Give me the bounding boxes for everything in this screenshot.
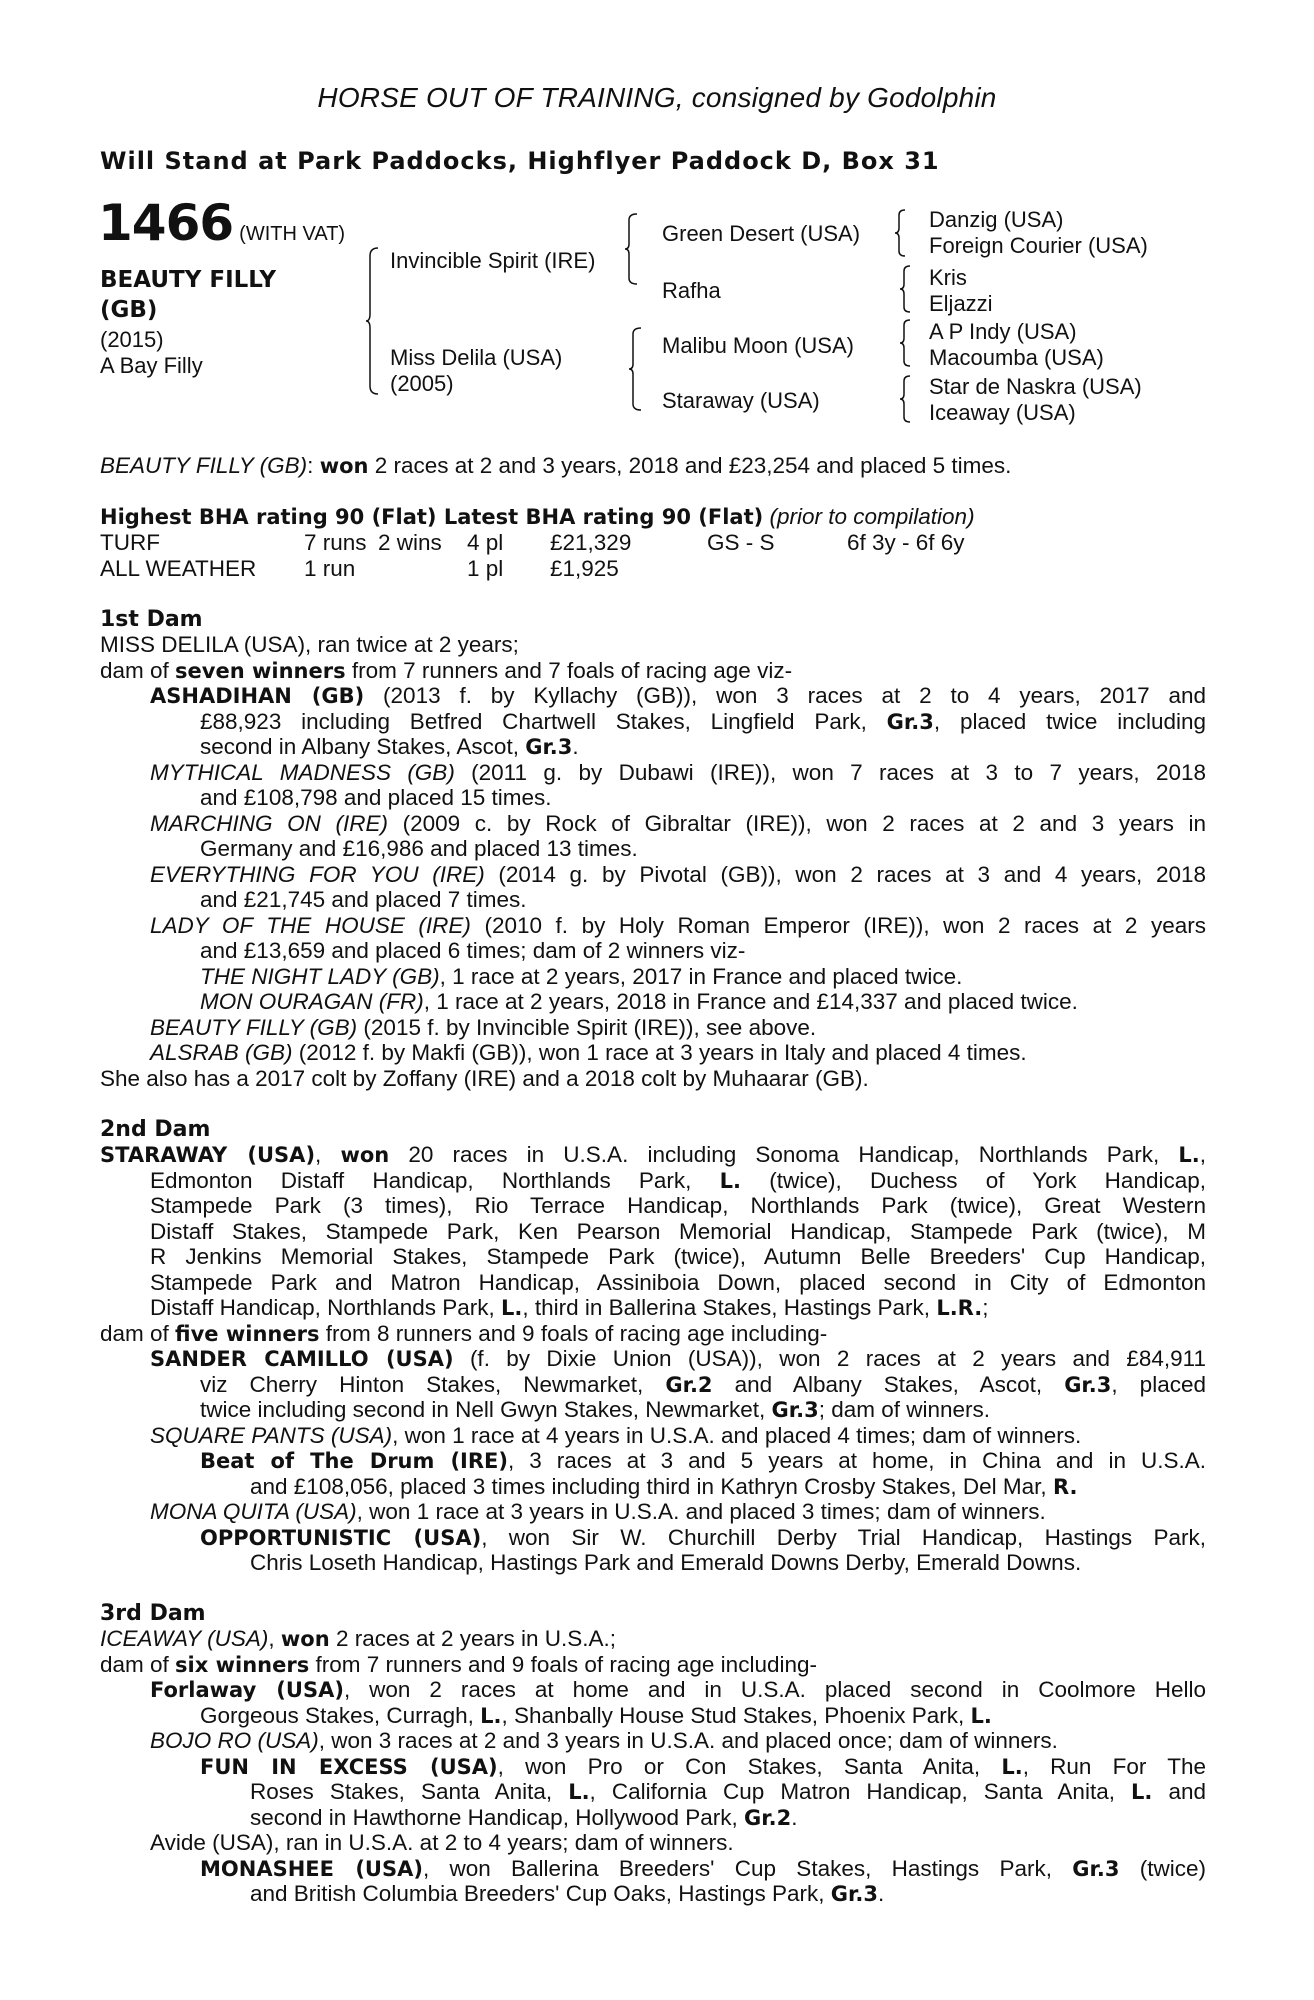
staraway-line5: R Jenkins Memorial Stakes, Stampede Park (twice), Autumn Belle Breeders' Cup Handicap, [150, 1244, 1206, 1269]
ashadihan-line3: second in Albany Stakes, Ascot, Gr.3. [200, 734, 579, 759]
third-dam-heading: 3rd Dam [100, 1601, 206, 1626]
rating-line: Highest BHA rating 90 (Flat) Latest BHA rating 90 (Flat) (prior to compilation) [100, 504, 975, 529]
iceaway-line: ICEAWAY (USA), won 2 races at 2 years in U.S.A.; [100, 1626, 617, 1651]
sander-line2: viz Cherry Hinton Stakes, Newmarket, Gr.2 and Albany Stakes, Ascot, Gr.3, placed [200, 1372, 1206, 1397]
marching-line1: MARCHING ON (IRE) (2009 c. by Rock of Gibraltar (IRE)), won 2 races at 2 and 3 years in [150, 811, 1207, 836]
iceaway-produce: dam of six winners from 7 runners and 9 foals of racing age including- [100, 1652, 817, 1677]
staraway-line6: Stampede Park and Matron Handicap, Assiniboia Down, placed second in City of Edmonton [150, 1270, 1206, 1295]
pedigree-bracket-ds [898, 318, 912, 368]
beat-line1: Beat of The Drum (IRE), 3 races at 3 and 5 years at home, in China and in U.S.A. [200, 1448, 1206, 1473]
opportunistic-line2: Chris Loseth Handicap, Hastings Park and Emerald Downs Derby, Emerald Downs. [250, 1550, 1082, 1575]
sander-line1: SANDER CAMILLO (USA) (f. by Dixie Union (USA)), won 2 races at 2 years and £84,911 [150, 1346, 1207, 1371]
fun-line1: FUN IN EXCESS (USA), won Pro or Con Stakes, Santa Anita, L., Run For The [200, 1754, 1206, 1779]
pedigree-bracket-gen1 [364, 246, 380, 396]
square-pants-line: SQUARE PANTS (USA), won 1 race at 4 years in U.S.A. and placed 4 times; dam of winners. [150, 1423, 1082, 1448]
pedigree-ssd: Foreign Courier (USA) [929, 233, 1148, 258]
lot-number: 1466 [98, 194, 234, 252]
lot-year: (2015) [100, 327, 164, 352]
pedigree-dam-dam: Staraway (USA) [662, 388, 820, 413]
pedigree-sdd: Eljazzi [929, 291, 993, 316]
race-summary: BEAUTY FILLY (GB): won 2 races at 2 and 3 years, 2018 and £23,254 and placed 5 times. [100, 453, 1012, 478]
monashee-line1: MONASHEE (USA), won Ballerina Breeders' Cup Stakes, Hastings Park, Gr.3 (twice) [200, 1856, 1207, 1881]
pedigree-sds: Kris [929, 265, 967, 290]
beauty-line: BEAUTY FILLY (GB) (2015 f. by Invincible Spirit (IRE)), see above. [150, 1015, 817, 1040]
stand-location: Will Stand at Park Paddocks, Highflyer Paddock D, Box 31 [100, 147, 940, 175]
staraway-line1: STARAWAY (USA), won 20 races in U.S.A. including Sonoma Handicap, Northlands Park, L., [100, 1142, 1206, 1167]
lady-line2: and £13,659 and placed 6 times; dam of 2 winners viz- [200, 938, 746, 963]
staraway-line2: Edmonton Distaff Handicap, Northlands Park, L. (twice), Duchess of York Handicap, [150, 1168, 1207, 1193]
mythical-line1: MYTHICAL MADNESS (GB) (2011 g. by Dubawi (IRE)), won 7 races at 3 to 7 years, 2018 [150, 760, 1206, 785]
pedigree-ddd: Iceaway (USA) [929, 400, 1076, 425]
staraway-line3: Stampede Park (3 times), Rio Terrace Handicap, Northlands Park (twice), Great Western [150, 1193, 1206, 1218]
ouragan-line: MON OURAGAN (FR), 1 race at 2 years, 2018 in France and £14,337 and placed twice. [200, 989, 1078, 1014]
mona-quita-line: MONA QUITA (USA), won 1 race at 3 years in U.S.A. and placed 3 times; dam of winners. [150, 1499, 1046, 1524]
forlaway-line2: Gorgeous Stakes, Curragh, L., Shanbally House Stud Stakes, Phoenix Park, L. [200, 1703, 992, 1728]
second-dam-heading: 2nd Dam [100, 1117, 211, 1142]
ashadihan-line2: £88,923 including Betfred Chartwell Stakes, Lingfield Park, Gr.3, placed twice including [200, 709, 1207, 734]
monashee-line2: and British Columbia Breeders' Cup Oaks, Hastings Park, Gr.3. [250, 1881, 885, 1906]
page-heading: HORSE OUT OF TRAINING, consigned by Godolphin [317, 82, 997, 113]
lot-name-line2: (GB) [100, 297, 158, 323]
pedigree-bracket-dam [627, 326, 643, 412]
pedigree-bracket-ss [893, 208, 907, 258]
vat-label: (WITH VAT) [239, 223, 346, 245]
pedigree-sire-sire: Green Desert (USA) [662, 221, 861, 246]
fun-line3: second in Hawthorne Handicap, Hollywood Park, Gr.2. [250, 1805, 798, 1830]
staraway-produce: dam of five winners from 8 runners and 9 foals of racing age including- [100, 1321, 828, 1346]
marching-line2: Germany and £16,986 and placed 13 times. [200, 836, 638, 861]
forlaway-line1: Forlaway (USA), won 2 races at home and in U.S.A. placed second in Coolmore Hello [150, 1677, 1207, 1702]
pedigree-dam-sire: Malibu Moon (USA) [662, 333, 854, 358]
alsrab-line: ALSRAB (GB) (2012 f. by Makfi (GB)), won 1 race at 3 years in Italy and placed 4 times. [150, 1040, 1027, 1065]
pedigree-dam: Miss Delila (USA) [390, 345, 563, 370]
lot-header [98, 194, 346, 252]
lot-name-line1: BEAUTY FILLY [100, 267, 277, 293]
lot-name [100, 265, 360, 325]
pedigree-dam-year: (2005) [390, 371, 454, 396]
pedigree-dss: A P Indy (USA) [929, 319, 1077, 344]
first-dam-produce: dam of seven winners from 7 runners and 7 foals of racing age viz- [100, 658, 793, 683]
mythical-line2: and £108,798 and placed 15 times. [200, 785, 552, 810]
pedigree-dsd: Macoumba (USA) [929, 345, 1104, 370]
bojo-ro-line: BOJO RO (USA), won 3 races at 2 and 3 years in U.S.A. and placed once; dam of winners. [150, 1728, 1058, 1753]
also-has-line: She also has a 2017 colt by Zoffany (IRE) and a 2018 colt by Muhaarar (GB). [100, 1066, 869, 1091]
pedigree-bracket-dd [898, 374, 912, 424]
fun-line2: Roses Stakes, Santa Anita, L., California Cup Matron Handicap, Santa Anita, L. and [250, 1779, 1206, 1804]
pedigree-sire-dam: Rafha [662, 278, 721, 303]
everything-line2: and £21,745 and placed 7 times. [200, 887, 527, 912]
staraway-line4: Distaff Stakes, Stampede Park, Ken Pearson Memorial Handicap, Stampede Park (twice), M [150, 1219, 1206, 1244]
beat-line2: and £108,056, placed 3 times including third in Kathryn Crosby Stakes, Del Mar, R. [250, 1474, 1078, 1499]
lot-description: A Bay Filly [100, 353, 203, 378]
pedigree-bracket-sire [623, 212, 639, 286]
pedigree-sss: Danzig (USA) [929, 207, 1064, 232]
everything-line1: EVERYTHING FOR YOU (IRE) (2014 g. by Pivotal (GB)), won 2 races at 3 and 4 years, 2018 [150, 862, 1206, 887]
avide-line: Avide (USA), ran in U.S.A. at 2 to 4 years; dam of winners. [150, 1830, 734, 1855]
night-lady-line: THE NIGHT LADY (GB), 1 race at 2 years, 2017 in France and placed twice. [200, 964, 963, 989]
ashadihan-line1: ASHADIHAN (GB) (2013 f. by Kyllachy (GB)), won 3 races at 2 to 4 years, 2017 and [150, 683, 1206, 708]
staraway-line7: Distaff Handicap, Northlands Park, L., third in Ballerina Stakes, Hastings Park, L.R.; [150, 1295, 989, 1320]
pedigree-bracket-sd [898, 264, 912, 314]
first-dam-line: MISS DELILA (USA), ran twice at 2 years; [100, 632, 519, 657]
first-dam-heading: 1st Dam [100, 607, 203, 632]
pedigree-sire: Invincible Spirit (IRE) [390, 248, 596, 273]
opportunistic-line1: OPPORTUNISTIC (USA), won Sir W. Churchill Derby Trial Handicap, Hastings Park, [200, 1525, 1206, 1550]
lot-details [100, 327, 203, 379]
sander-line3: twice including second in Nell Gwyn Stakes, Newmarket, Gr.3; dam of winners. [200, 1397, 991, 1422]
lady-line1: LADY OF THE HOUSE (IRE) (2010 f. by Holy Roman Emperor (IRE)), won 2 races at 2 years [150, 913, 1206, 938]
pedigree-dds: Star de Naskra (USA) [929, 374, 1142, 399]
